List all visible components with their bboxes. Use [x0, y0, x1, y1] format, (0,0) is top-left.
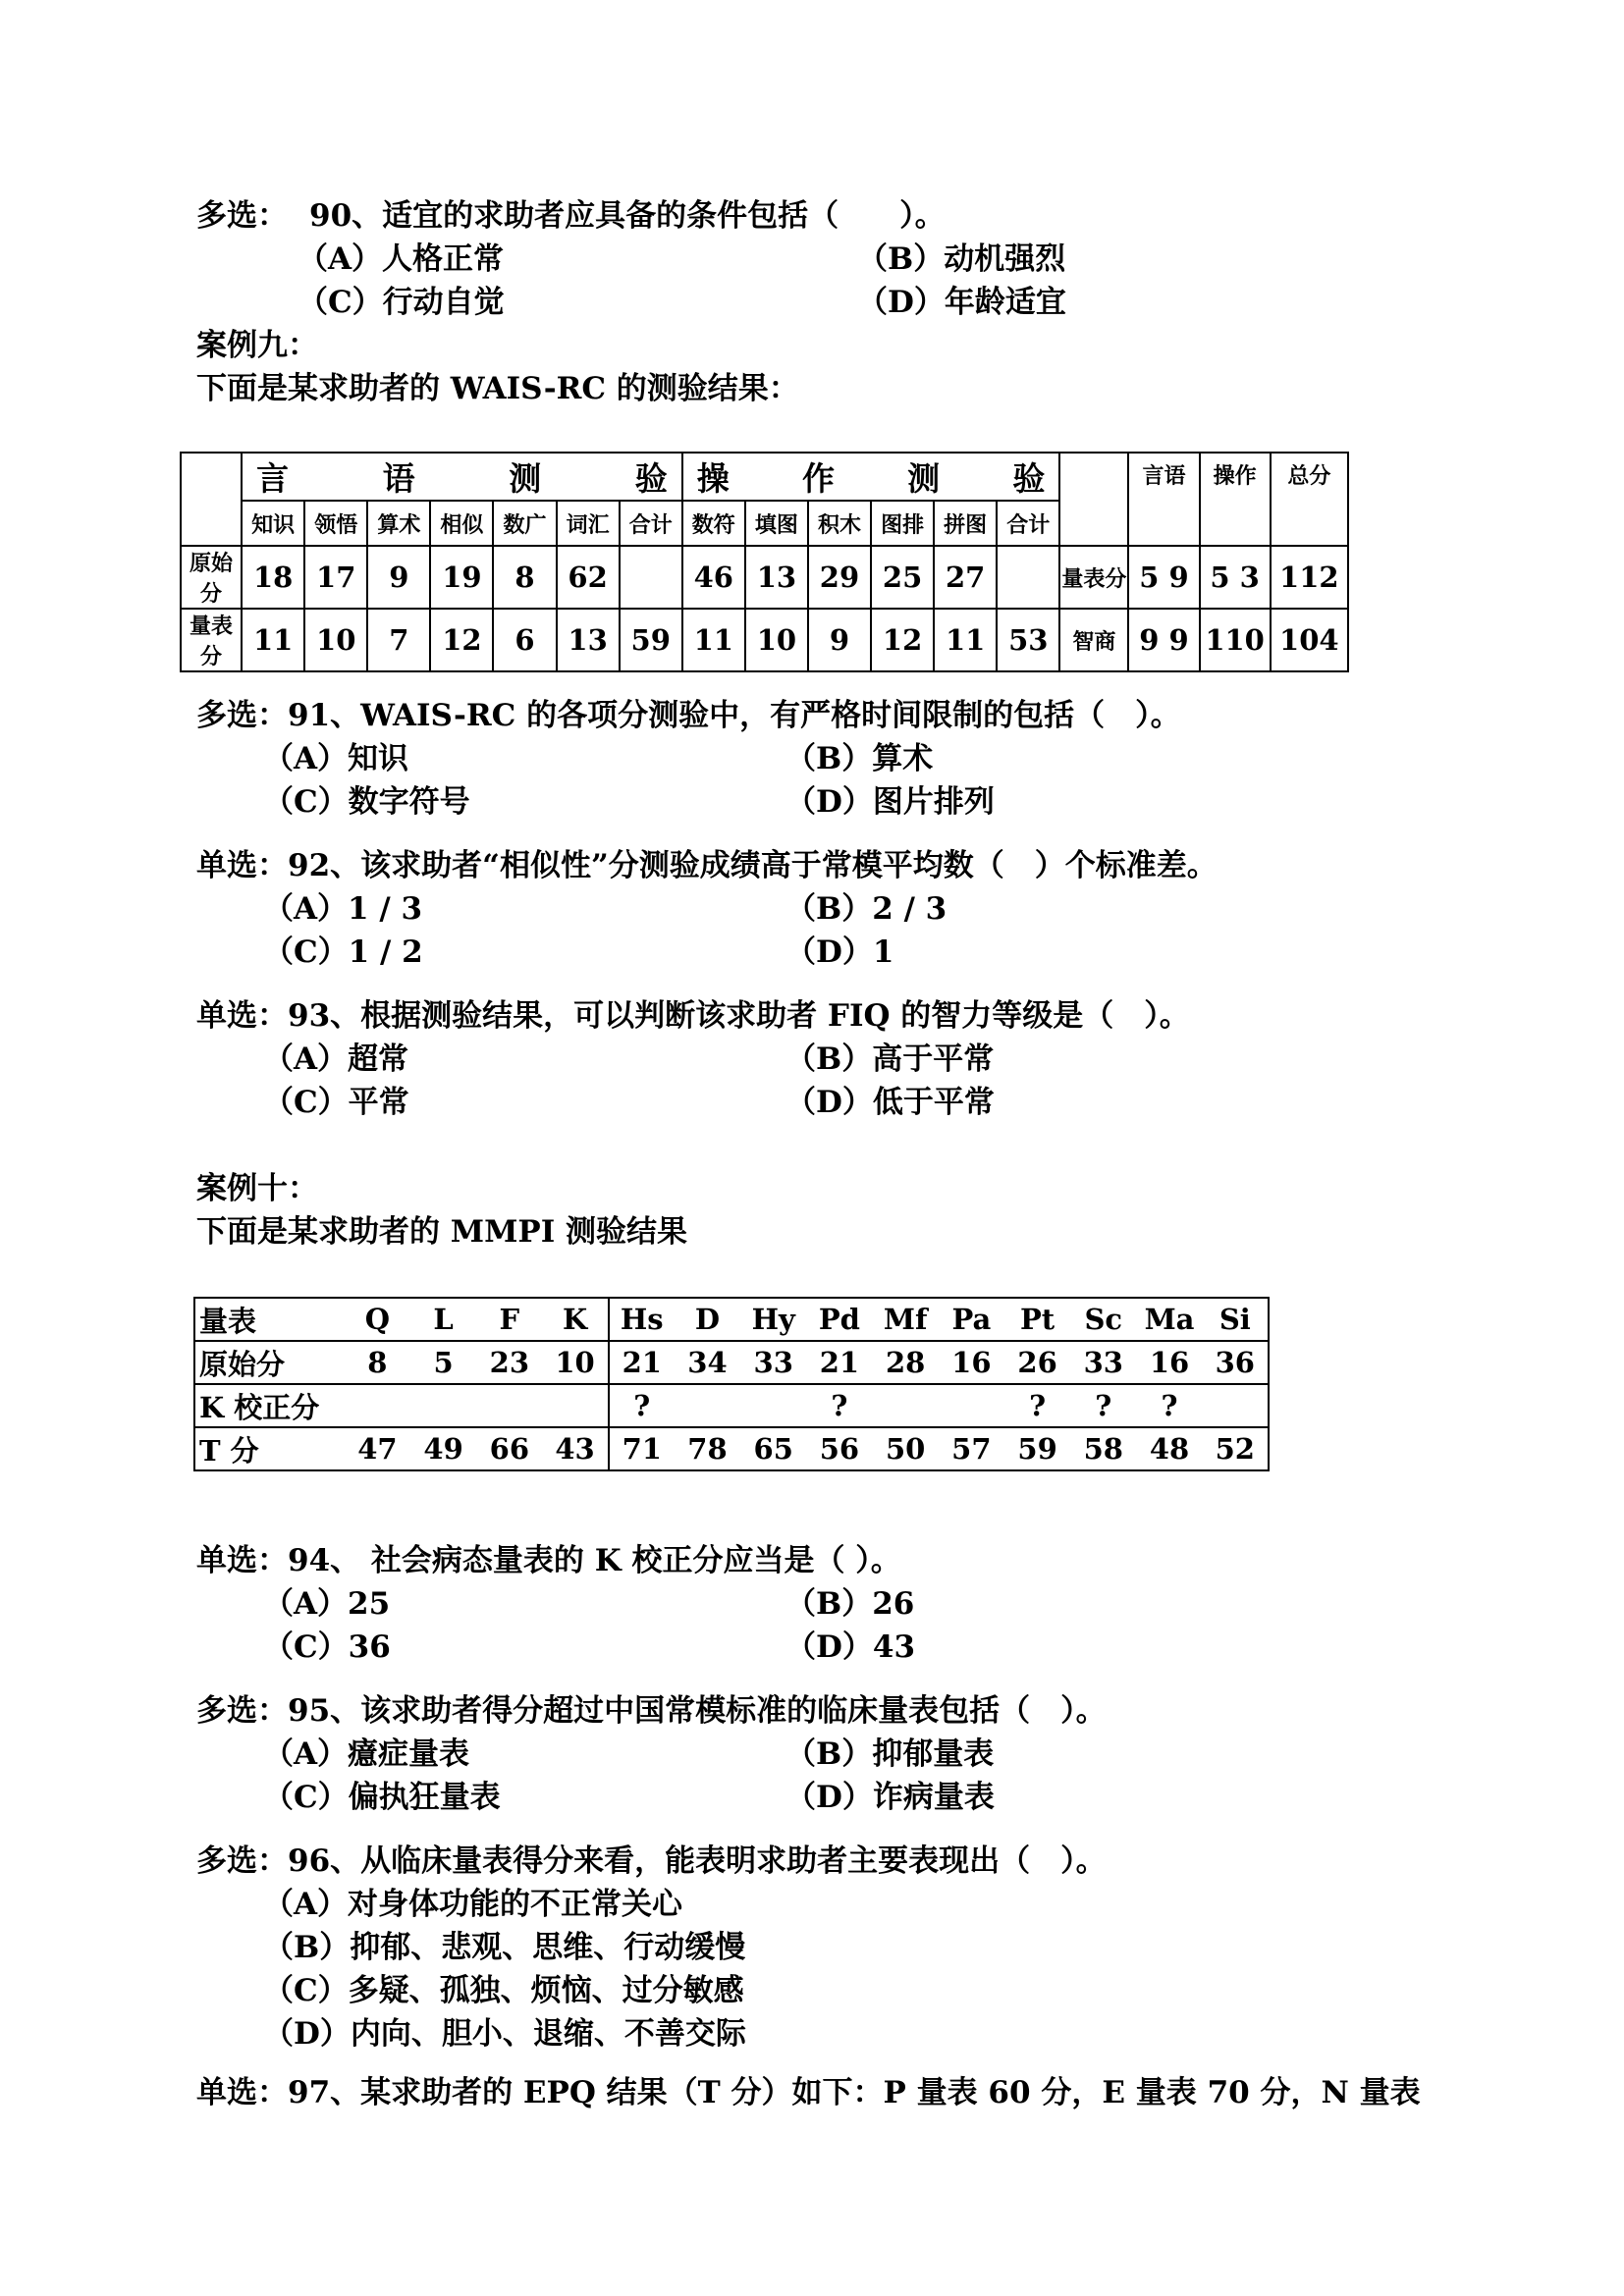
wais-summary-cell: 110 [1200, 609, 1271, 671]
mmpi-cell: 33 [1070, 1341, 1136, 1384]
wais-cell: 8 [493, 546, 556, 609]
mmpi-cell: 33 [740, 1341, 806, 1384]
wais-header-row [181, 453, 1348, 501]
wais-summary-cell: 104 [1271, 609, 1348, 671]
wais-summary-label: 智商 [1059, 609, 1128, 671]
q94-option-d: （D）43 [785, 1629, 916, 1665]
q93-option-d: （D）低于平常 [785, 1085, 995, 1120]
wais-cell: 11 [682, 609, 745, 671]
wais-corner-cell [181, 453, 242, 546]
mmpi-cell: 21 [806, 1341, 872, 1384]
q93-option-c: （C）平常 [263, 1085, 409, 1120]
mmpi-cell: 78 [675, 1427, 740, 1470]
wais-summary-cell: 5 9 [1128, 546, 1199, 609]
q93-stem: 单选：93、根据测验结果，可以判断该求助者 FIQ 的智力等级是（ ）。 [196, 998, 1190, 1034]
mmpi-cell: 52 [1203, 1427, 1269, 1470]
wais-cell: 12 [871, 609, 934, 671]
q90-option-c: （C）行动自觉 [298, 285, 505, 320]
mmpi-cell [542, 1384, 608, 1427]
wais-cell: 25 [871, 546, 934, 609]
mmpi-cell: 26 [1004, 1341, 1070, 1384]
wais-subtest: 填图 [745, 501, 808, 546]
q90-option-a: （A）人格正常 [298, 241, 505, 277]
mmpi-header-cell: K [542, 1298, 608, 1341]
q94-option-c: （C）36 [263, 1629, 391, 1665]
mmpi-header-cell: Pa [939, 1298, 1004, 1341]
mmpi-cell: 36 [1203, 1341, 1269, 1384]
q94-stem: 单选：94、 社会病态量表的 K 校正分应当是（ ）。 [196, 1543, 901, 1578]
wais-subtest: 算术 [367, 501, 430, 546]
wais-cell: 6 [493, 609, 556, 671]
q90-option-d: （D）年龄适宜 [857, 285, 1066, 320]
case9-intro: 下面是某求助者的 WAIS-RC 的测验结果： [196, 371, 799, 406]
mmpi-header-cell: Mf [873, 1298, 939, 1341]
wais-raw-score-row [181, 546, 1348, 609]
mmpi-header-cell: Pt [1004, 1298, 1070, 1341]
wais-performance-char: 验 [1012, 459, 1046, 498]
wais-cell: 7 [367, 609, 430, 671]
mmpi-cell [675, 1384, 740, 1427]
mmpi-cell: ? [1136, 1384, 1202, 1427]
mmpi-cell: 5 [410, 1341, 476, 1384]
wais-summary-header-performance: 操作 [1200, 453, 1271, 546]
q92-option-b: （B）2 / 3 [785, 891, 947, 927]
case10-intro: 下面是某求助者的 MMPI 测验结果 [196, 1214, 688, 1250]
wais-cell: 13 [745, 546, 808, 609]
wais-subtest: 图排 [871, 501, 934, 546]
mmpi-cell: 57 [939, 1427, 1004, 1470]
case9-title: 案例九： [196, 328, 318, 363]
wais-cell: 53 [997, 609, 1059, 671]
wais-summary-corner [1059, 453, 1128, 546]
mmpi-header-row [194, 1298, 1269, 1341]
q92-option-c: （C）1 / 2 [263, 934, 423, 970]
wais-summary-cell: 9 9 [1128, 609, 1199, 671]
q96-option-d: （D）内向、胆小、退缩、不善交际 [263, 2016, 746, 2052]
wais-performance-char: 作 [801, 459, 835, 498]
mmpi-row-label: 原始分 [194, 1341, 345, 1384]
q93-option-b: （B）高于平常 [785, 1041, 995, 1077]
q95-option-a: （A）癔症量表 [263, 1736, 470, 1772]
mmpi-cell: 65 [740, 1427, 806, 1470]
wais-cell: 12 [430, 609, 493, 671]
q94-option-b: （B）26 [785, 1586, 915, 1622]
mmpi-cell: ? [1004, 1384, 1070, 1427]
wais-subtest: 相似 [430, 501, 493, 546]
mmpi-header-cell: Si [1203, 1298, 1269, 1341]
wais-verbal-char: 语 [382, 459, 415, 498]
q97-stem: 单选：97、某求助者的 EPQ 结果（T 分）如下：P 量表 60 分，E 量表 70 分，N 量表 [196, 2075, 1421, 2110]
q96-option-b: （B）抑郁、悲观、思维、行动缓慢 [263, 1930, 746, 1965]
mmpi-header-cell: Hy [740, 1298, 806, 1341]
wais-subtest: 数符 [682, 501, 745, 546]
mmpi-cell [873, 1384, 939, 1427]
mmpi-cell: 34 [675, 1341, 740, 1384]
q92-option-d: （D）1 [785, 934, 894, 970]
mmpi-raw-row [194, 1341, 1269, 1384]
mmpi-cell: 16 [939, 1341, 1004, 1384]
wais-verbal-header [242, 453, 682, 501]
wais-cell: 10 [745, 609, 808, 671]
q90-option-b: （B）动机强烈 [857, 241, 1066, 277]
wais-subtest: 数广 [493, 501, 556, 546]
wais-summary-header-verbal: 言语 [1128, 453, 1199, 546]
wais-summary-cell: 112 [1271, 546, 1348, 609]
wais-performance-char: 操 [696, 459, 730, 498]
wais-subtest: 合计 [997, 501, 1059, 546]
mmpi-cell: 50 [873, 1427, 939, 1470]
wais-result-table [180, 452, 1349, 672]
mmpi-cell [476, 1384, 542, 1427]
mmpi-header-cell: F [476, 1298, 542, 1341]
mmpi-cell: 71 [609, 1427, 675, 1470]
wais-cell: 18 [242, 546, 304, 609]
mmpi-header-cell: Q [345, 1298, 410, 1341]
mmpi-cell: 59 [1004, 1427, 1070, 1470]
wais-verbal-char: 测 [509, 459, 542, 498]
wais-cell [997, 546, 1059, 609]
wais-subtest: 合计 [620, 501, 682, 546]
mmpi-cell: 8 [345, 1341, 410, 1384]
mmpi-row-label: K 校正分 [194, 1384, 345, 1427]
wais-row-label: 原始分 [181, 546, 242, 609]
wais-cell [620, 546, 682, 609]
q91-option-c: （C）数字符号 [263, 784, 470, 820]
mmpi-cell: 28 [873, 1341, 939, 1384]
wais-subtest: 拼图 [934, 501, 997, 546]
wais-cell: 9 [367, 546, 430, 609]
q94-option-a: （A）25 [263, 1586, 391, 1622]
mmpi-header-cell: Sc [1070, 1298, 1136, 1341]
mmpi-cell: 48 [1136, 1427, 1202, 1470]
mmpi-cell: 58 [1070, 1427, 1136, 1470]
wais-cell: 9 [808, 609, 871, 671]
mmpi-cell: 16 [1136, 1341, 1202, 1384]
wais-cell: 62 [557, 546, 620, 609]
wais-cell: 13 [557, 609, 620, 671]
mmpi-header-cell: Ma [1136, 1298, 1202, 1341]
mmpi-header-cell: L [410, 1298, 476, 1341]
q90-stem: 90、适宜的求助者应具备的条件包括（ ）。 [309, 198, 946, 234]
wais-scale-score-row [181, 609, 1348, 671]
wais-cell: 29 [808, 546, 871, 609]
mmpi-cell: 21 [609, 1341, 675, 1384]
mmpi-cell: ? [609, 1384, 675, 1427]
wais-summary-cell: 5 3 [1200, 546, 1271, 609]
mmpi-cell: ? [1070, 1384, 1136, 1427]
wais-row-label: 量表分 [181, 609, 242, 671]
mmpi-t-score-row [194, 1427, 1269, 1470]
q93-option-a: （A）超常 [263, 1041, 409, 1077]
mmpi-cell: 49 [410, 1427, 476, 1470]
q92-stem: 单选：92、该求助者“相似性”分测验成绩高于常模平均数（ ）个标准差。 [196, 848, 1218, 883]
mmpi-header-cell: Pd [806, 1298, 872, 1341]
mmpi-cell: 23 [476, 1341, 542, 1384]
mmpi-cell: 10 [542, 1341, 608, 1384]
q91-option-b: （B）算术 [785, 741, 934, 776]
mmpi-cell [410, 1384, 476, 1427]
q91-option-a: （A）知识 [263, 741, 409, 776]
q91-option-d: （D）图片排列 [785, 784, 995, 820]
q96-option-a: （A）对身体功能的不正常关心 [263, 1887, 683, 1922]
mmpi-header-cell: 量表 [194, 1298, 345, 1341]
wais-cell: 10 [304, 609, 367, 671]
wais-summary-header-total: 总分 [1271, 453, 1348, 546]
q90-prefix: 多选： [196, 198, 288, 234]
wais-cell: 17 [304, 546, 367, 609]
mmpi-header-cell: Hs [609, 1298, 675, 1341]
mmpi-cell: 43 [542, 1427, 608, 1470]
mmpi-k-corrected-row [194, 1384, 1269, 1427]
wais-performance-char: 测 [907, 459, 941, 498]
mmpi-cell: 56 [806, 1427, 872, 1470]
wais-verbal-char: 言 [256, 459, 290, 498]
mmpi-cell: 47 [345, 1427, 410, 1470]
case10-title: 案例十： [196, 1171, 318, 1206]
mmpi-header-cell: D [675, 1298, 740, 1341]
wais-performance-header [682, 453, 1060, 501]
wais-cell: 11 [242, 609, 304, 671]
wais-cell: 27 [934, 546, 997, 609]
q95-stem: 多选：95、该求助者得分超过中国常模标准的临床量表包括（ ）。 [196, 1693, 1107, 1729]
q95-option-c: （C）偏执狂量表 [263, 1780, 501, 1815]
mmpi-row-label: T 分 [194, 1427, 345, 1470]
wais-verbal-char: 验 [634, 459, 668, 498]
wais-cell: 59 [620, 609, 682, 671]
mmpi-cell [740, 1384, 806, 1427]
mmpi-result-table [193, 1297, 1270, 1471]
wais-subtest: 积木 [808, 501, 871, 546]
q95-option-b: （B）抑郁量表 [785, 1736, 995, 1772]
wais-summary-label: 量表分 [1059, 546, 1128, 609]
mmpi-cell: 66 [476, 1427, 542, 1470]
wais-cell: 46 [682, 546, 745, 609]
mmpi-cell [939, 1384, 1004, 1427]
mmpi-cell: ? [806, 1384, 872, 1427]
q95-option-d: （D）诈病量表 [785, 1780, 995, 1815]
wais-subtest: 知识 [242, 501, 304, 546]
wais-cell: 11 [934, 609, 997, 671]
wais-subtest: 领悟 [304, 501, 367, 546]
wais-cell: 19 [430, 546, 493, 609]
q91-stem: 多选：91、WAIS-RC 的各项分测验中，有严格时间限制的包括（ ）。 [196, 698, 1181, 733]
mmpi-cell [1203, 1384, 1269, 1427]
q96-option-c: （C）多疑、孤独、烦恼、过分敏感 [263, 1973, 744, 2008]
q96-stem: 多选：96、从临床量表得分来看，能表明求助者主要表现出（ ）。 [196, 1843, 1107, 1879]
mmpi-cell [345, 1384, 410, 1427]
q92-option-a: （A）1 / 3 [263, 891, 423, 927]
wais-subtest: 词汇 [557, 501, 620, 546]
